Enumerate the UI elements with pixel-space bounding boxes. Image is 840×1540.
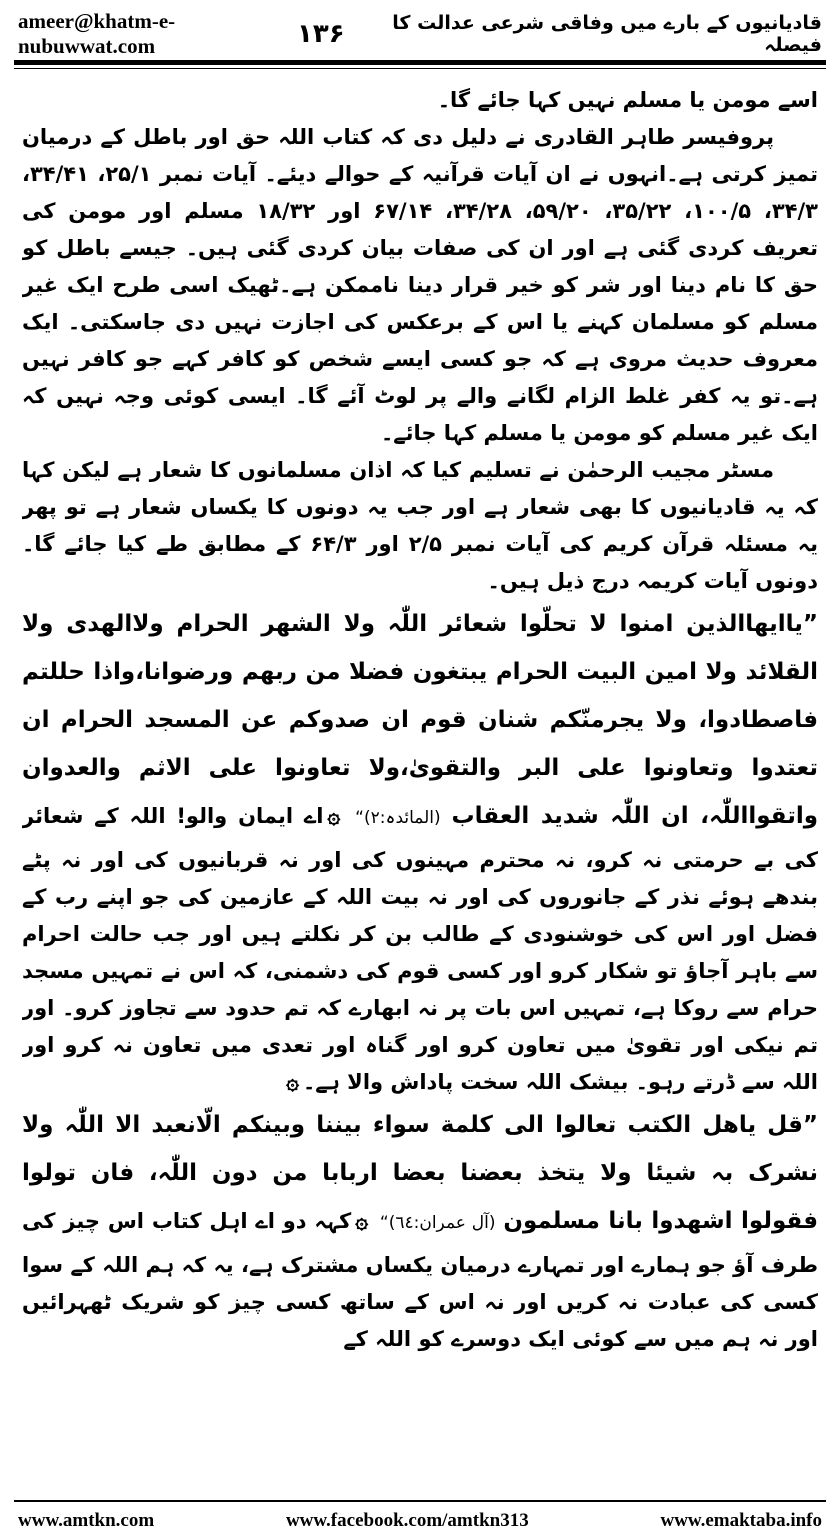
verse-1-reference: (المائدہ:۲)“ xyxy=(355,808,441,828)
page-body xyxy=(22,82,818,1482)
ornament-icon: ۞ xyxy=(327,804,341,829)
verse-2-translation: کہہ دو اے اہل کتاب اس چیز کی طرف آؤ جو ہمارے اور تمہارے درمیان یکساں مشترک ہے، یہ کہ ہم اللہ کے سوا کسی کی عبادت نہ کریں اور نہ اس کے ساتھ کسی چیز کو شریک ٹھہرائیں اور نہ ہم میں سے کوئی ایک دوسرے کو اللہ کے xyxy=(22,1209,818,1351)
footer-link-amtkn[interactable]: www.amtkn.com xyxy=(18,1510,155,1531)
footer-link-emaktaba[interactable]: www.emaktaba.info xyxy=(660,1510,822,1531)
verse-2-arabic: ”قل یاھل الکتب تعالوا الی کلمة سواء بیننا وبینکم الّانعبد الا اللّٰہ ولا نشرک بہ شیئا ولا یتخذ بعضنا بعضا اربابا من دون اللّٰہ، فان تولوا فقولوا اشھدوا بانا مسلمون xyxy=(22,1112,818,1234)
verse-2-reference: (آل عمران:٦٤)“ xyxy=(379,1213,496,1233)
page-header xyxy=(18,9,822,58)
page-number: ۱۳۶ xyxy=(296,19,345,49)
ornament-icon: ۞ xyxy=(286,1070,299,1095)
footer-rule xyxy=(14,1500,826,1502)
paragraph-3: مسٹر مجیب الرحمٰن نے تسلیم کیا کہ اذان مسلمانوں کا شعار ہے لیکن کہا کہ یہ قادیانیوں کا بھی شعار ہے اور جب یہ دونوں کا یکساں شعار ہے تو پھر یہ مسئلہ قرآن کریم کی آیات نمبر ۲/۵ اور ۶۴/۳ کے مطابق طے کیا جائے گا۔ دونوں آیات کریمہ درج ذیل ہیں۔ xyxy=(22,458,818,593)
page-footer xyxy=(18,1508,822,1534)
header-rule-thick xyxy=(14,60,826,65)
header-rule-thin xyxy=(14,68,826,69)
verse-1-arabic: ”یاایھاالذین امنوا لا تحلّوا شعائر اللّٰہ ولا الشھر الحرام ولاالھدی ولا القلائد ولا امین البیت الحرام یبتغون فضلا من ربھم ورضوانا،واذا حللتم فاصطادوا، ولا یجرمنّکم شنان قوم ان صدوکم عن المسجد الحرام ان تعتدوا وتعاونوا علی البر والتقویٰ،ولا تعاونوا علی الاثم والعدوان واتقوااللّٰہ، ان اللّٰہ شدید العقاب xyxy=(22,611,818,829)
footer-link-facebook[interactable]: www.facebook.com/amtkn313 xyxy=(285,1510,529,1531)
verse-1 xyxy=(22,600,818,1101)
paragraph-1: اسے مومن یا مسلم نہیں کہا جائے گا۔ xyxy=(437,88,818,112)
verse-1-translation: اے ایمان والو! اللہ کے شعائر کی بے حرمتی نہ کرو، نہ محترم مہینوں کی اور نہ قربانیوں کی اور نہ پٹے بندھے ہوئے نذر کے جانوروں کی اور نہ بیت اللہ کے عازمین کی جو اپنے رب کے فضل اور اس کی خوشنودی کے طالب بن کر نکلتے ہیں اور جب حالت احرام سے باہر آجاؤ تو شکار کرو اور کسی قوم کی دشمنی، کہ اس نے تمہیں مسجد حرام سے روکا ہے، تمہیں اس بات پر نہ ابھارے کہ تم حدود سے تجاوز کرو۔ اور تم نیکی اور تقویٰ میں تعاون کرو اور گناہ اور تعدی میں تعاون نہ کرو اور اللہ سے ڈرتے رہو۔ بیشک اللہ سخت پاداش والا ہے۔ xyxy=(22,804,818,1094)
ornament-icon: ۞ xyxy=(355,1209,369,1234)
paragraph-2: پروفیسر طاہر القادری نے دلیل دی کہ کتاب اللہ حق اور باطل کے درمیان تمیز کرتی ہے۔انہوں نے ان آیات قرآنیہ کے حوالے دیئے۔ آیات نمبر ۲۵/۱، ۳۴/۴۱، ۳۴/۳، ۱۰۰/۵، ۳۵/۲۲، ۵۹/۲۰، ۳۴/۲۸، ۶۷/۱۴ اور ۱۸/۳۲ مسلم اور مومن کی تعریف کردی گئی ہے اور ان کی صفات بیان کردی گئی ہیں۔ جیسے باطل کو حق کا نام دینا اور شر کو خیر قرار دینا ناممکن ہے۔ٹھیک اسی طرح ایک غیر مسلم کو مسلمان کہنے یا اس کے برعکس کی اجازت نہیں دی جاسکتی۔ ایک معروف حدیث مروی ہے کہ جو کسی ایسے شخص کو کافر کہے جو کافر نہیں ہے۔تو یہ کفر غلط الزام لگانے والے پر لوٹ آئے گا۔ ایسی کوئی وجہ نہیں کہ ایک غیر مسلم کو مومن یا مسلم کہا جائے۔ xyxy=(22,125,818,445)
header-title-group xyxy=(297,12,822,56)
book-title: قادیانیوں کے بارے میں وفاقی شرعی عدالت کا فیصلہ xyxy=(392,12,822,56)
header-email[interactable]: ameer@khatm-e-nubuwwat.com xyxy=(18,9,176,58)
verse-2 xyxy=(22,1101,818,1358)
